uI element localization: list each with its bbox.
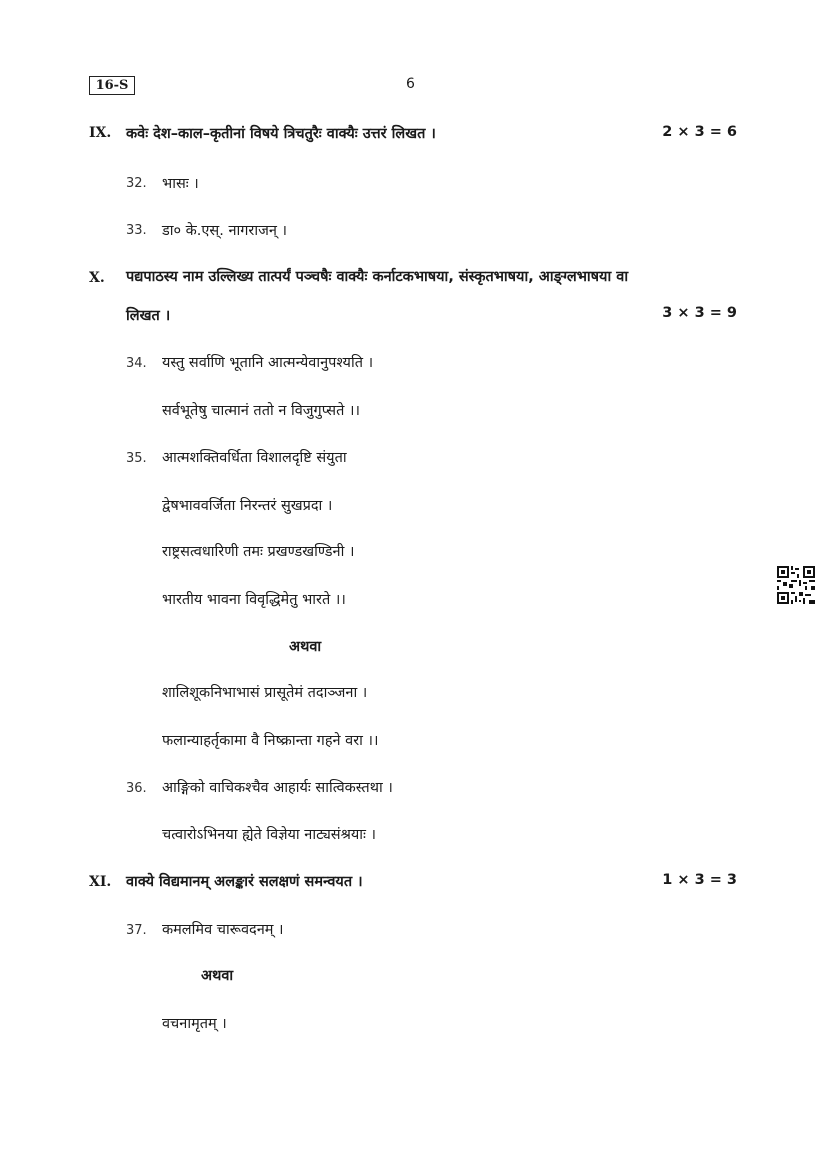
question-35-number: 35. (126, 451, 147, 466)
section-xi-instruction: वाक्ये विद्यमानम् अलङ्कारं सलक्षणं समन्वयत । (126, 874, 363, 890)
question-35-line3: राष्ट्रसत्वधारिणी तमः प्रखण्डखण्डिनी । (162, 544, 355, 560)
question-35-line1: आत्मशक्तिवर्धिता विशालदृष्टि संयुता (162, 450, 347, 466)
question-34-line2: सर्वभूतेषु चात्मानं ततो न विजुगुप्सते ।। (162, 403, 360, 419)
section-ix-number: IX. (89, 125, 112, 141)
section-x-instruction-line2: लिखत । (126, 308, 171, 324)
section-x-number: X. (89, 270, 105, 286)
question-35-alt-line2: फलान्याहर्तृकामा वै निष्क्रान्ता गहने वरा ।। (162, 733, 379, 749)
question-37-number: 37. (126, 923, 147, 938)
question-36-line1: आङ्गिको वाचिकश्चैव आहार्यः सात्विकस्तथा । (162, 780, 393, 796)
page-number: 6 (406, 76, 415, 92)
question-35-alt-line1: शालिशूकनिभाभासं प्रासूतेमं तदाञ्जना । (162, 685, 368, 701)
question-35-or-label: अथवा (289, 639, 322, 655)
question-33-text: डा० के.एस्. नागराजन् । (162, 223, 288, 239)
question-37-alt-text: वचनामृतम् । (162, 1016, 227, 1032)
question-36-number: 36. (126, 781, 147, 796)
question-34-line1: यस्तु सर्वाणि भूतानि आत्मन्येवानुपश्यति । (162, 355, 374, 371)
question-35-line2: द्वेषभाववर्जिता निरन्तरं सुखप्रदा । (162, 498, 333, 514)
qr-code-icon (776, 565, 816, 605)
question-33-number: 33. (126, 223, 147, 238)
question-35-line4: भारतीय भावना विवृद्धिमेतु भारते ।। (162, 592, 346, 608)
question-37-text: कमलमिव चारूवदनम् । (162, 922, 284, 938)
question-36-line2: चत्वारोऽभिनया ह्येते विज्ञेया नाट्यसंश्रयाः । (162, 827, 377, 843)
paper-code-box: 16-S (89, 76, 135, 95)
section-xi-number: XI. (89, 874, 112, 890)
question-32-number: 32. (126, 176, 147, 191)
section-x-instruction-line1: पद्यपाठस्य नाम उल्लिख्य तात्पर्यं पञ्चषैः वाक्यैः कर्नाटकभाषया, संस्कृतभाषया, आङ्ग्लभाषया वा (126, 269, 629, 285)
question-34-number: 34. (126, 356, 147, 371)
section-ix-marks: 2 × 3 = 6 (662, 124, 737, 140)
section-xi-marks: 1 × 3 = 3 (662, 872, 737, 888)
question-37-or-label: अथवा (201, 968, 234, 984)
section-x-marks: 3 × 3 = 9 (662, 305, 737, 321)
section-ix-instruction: कवेः देश–काल–कृतीनां विषये त्रिचतुरैः वाक्यैः उत्तरं लिखत । (126, 126, 436, 142)
question-32-text: भासः । (162, 176, 199, 192)
